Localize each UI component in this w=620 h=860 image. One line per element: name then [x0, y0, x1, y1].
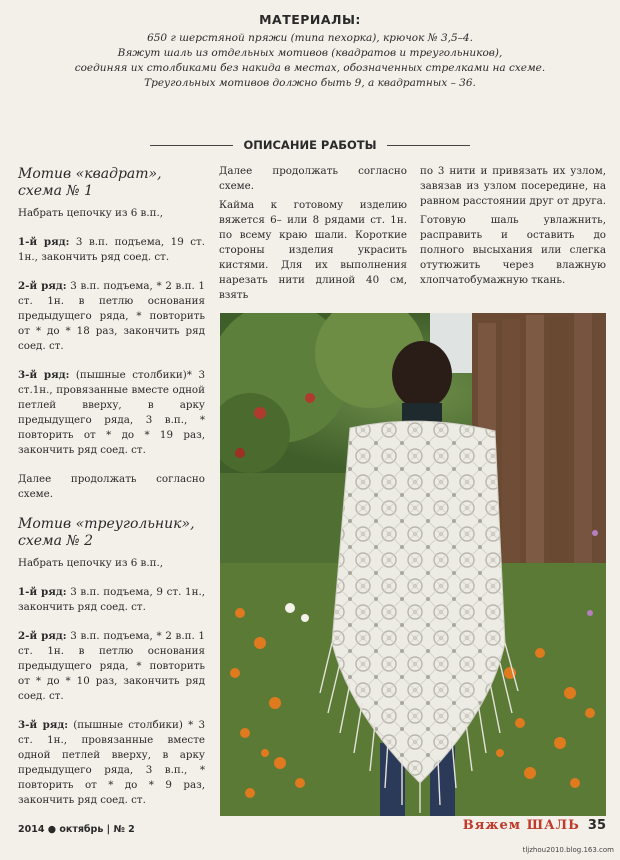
row-label: 2-й ряд:	[18, 630, 67, 642]
shawl-photo	[220, 313, 606, 816]
watermark: tljzhou2010.blog.163.com	[522, 846, 614, 854]
motif-title-line: схема № 1	[18, 183, 94, 199]
materials-line: соединяя их столбиками без накида в местах, обозначенных стрелками на схеме.	[74, 62, 546, 74]
square-row-3	[18, 368, 205, 458]
triangle-row-2	[18, 629, 205, 704]
square-row-2	[18, 279, 205, 354]
triangle-row-3	[18, 718, 205, 808]
materials-title: МАТЕРИАЛЫ:	[259, 12, 361, 27]
triangle-motif-title	[18, 516, 205, 550]
square-continue: Далее продолжать согласно схеме.	[18, 473, 205, 500]
row-label: 1-й ряд:	[18, 236, 70, 248]
photo-illustration	[220, 313, 606, 816]
row-text: (пышные столбики)* 3 ст.1н., провязанные вместе одной петлей вверху, в арку предыдущего ряда, 3 в.п., * повторить от * до * 19 раз, закончить ряд соед. ст.	[18, 369, 205, 456]
materials-block	[40, 31, 580, 91]
page-footer	[463, 818, 606, 833]
row-text: 3 в.п. подъема, 9 ст. 1н., закончить ряд соед. ст.	[18, 586, 205, 613]
row-text: 3 в.п. подъема, 19 ст. 1н., закончить ряд соед. ст.	[18, 236, 205, 263]
row-label: 3-й ряд:	[18, 369, 70, 381]
motif-title-line: схема № 2	[18, 533, 94, 549]
square-motif-title	[18, 166, 205, 200]
column-left	[18, 166, 205, 822]
page-number: 35	[587, 818, 606, 833]
motif-title-line: Мотив «треугольник»,	[18, 516, 195, 532]
border-paragraph: Кайма к готовому изделию вяжется 6– или 8 рядами ст. 1н. по всему краю шали. Короткие стороны изделия украсить кистями. Для их выполнения нарезать нити длиной 40 см, взять	[219, 199, 407, 301]
row-text: 3 в.п. подъема, * 2 в.п. 1 ст. 1н. в петлю основания предыдущего ряда, * повторить от * до * 18 раз, закончить ряд соед. ст.	[18, 280, 205, 352]
row-text: 3 в.п. подъема, * 2 в.п. 1 ст. 1н. в петлю основания предыдущего ряда, * повторить от * до * 10 раз, закончить ряд соед. ст.	[18, 630, 205, 702]
column-middle	[219, 164, 407, 317]
row-label: 1-й ряд:	[18, 586, 67, 598]
magazine-title: Вяжем ШАЛЬ	[462, 818, 580, 833]
row-label: 2-й ряд:	[18, 280, 67, 292]
row-text: (пышные столбики) * 3 ст. 1н., провязанные вместе одной петлей вверху, в арку предыдущего ряда, 3 в.п., * повторить от * до * 9 раз, закончить ряд соед. ст.	[18, 719, 205, 806]
column-right	[420, 164, 606, 302]
materials-line: Вяжут шаль из отдельных мотивов (квадратов и треугольников),	[117, 47, 503, 59]
row-label: 3-й ряд:	[18, 719, 69, 731]
continue-paragraph: Далее продолжать согласно схеме.	[219, 165, 407, 192]
divider	[150, 145, 233, 146]
triangle-row-1	[18, 585, 205, 615]
materials-line: 650 г шерстяной пряжи (типа пехорка), крючок № 3,5–4.	[147, 32, 473, 44]
section-title: ОПИСАНИЕ РАБОТЫ	[243, 138, 377, 152]
motif-title-line: Мотив «квадрат»,	[18, 166, 162, 182]
section-header	[150, 138, 470, 152]
divider	[387, 145, 470, 146]
tassel-paragraph: по 3 нити и привязать их узлом, завязав из узлом посередине, на равном расстоянии друг от друга.	[420, 165, 607, 207]
finishing-paragraph: Готовую шаль увлажнить, расправить и оставить до полного высыхания или слегка отутюжить через влажную хлопчатобумажную ткань.	[420, 214, 606, 286]
person-head	[392, 341, 452, 409]
triangle-intro: Набрать цепочку из 6 в.п.,	[18, 557, 164, 569]
square-row-1	[18, 235, 205, 265]
square-intro: Набрать цепочку из 6 в.п.,	[18, 207, 164, 219]
issue-info: 2014 ● октябрь | № 2	[18, 824, 135, 835]
materials-line: Треугольных мотивов должно быть 9, а квадратных – 36.	[144, 77, 476, 89]
